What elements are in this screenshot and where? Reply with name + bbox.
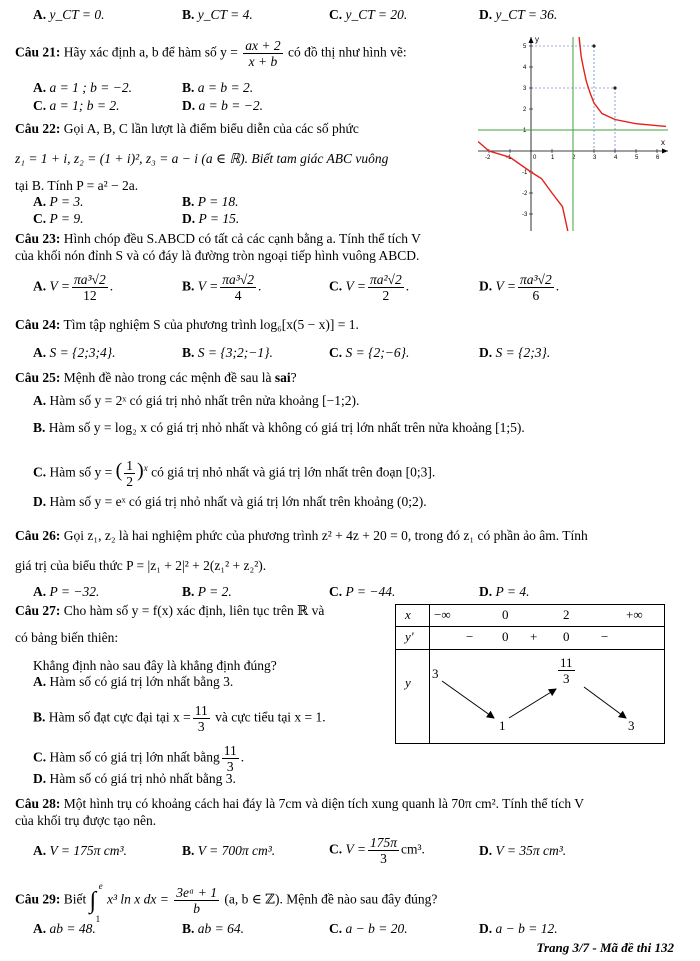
integral-sign: ∫ e 1 xyxy=(89,880,103,924)
y-axis-label: y xyxy=(535,35,539,44)
q24-option-a[interactable]: A. S = {2;3;4}. xyxy=(33,345,116,360)
q24-option-b[interactable]: B. S = {3;2;−1}. xyxy=(182,345,273,360)
vt-x-label: x xyxy=(405,607,411,622)
q23-line1: Câu 23: Hình chóp đều S.ABCD có tất cả các cạnh bằng a. Tính thể tích V xyxy=(15,231,421,246)
y-tick: 3 xyxy=(523,86,527,92)
q27-line2: có bảng biến thiên: xyxy=(15,630,119,645)
q23-line2: của khối nón đỉnh S và có đáy là đường tròn ngoại tiếp hình vuông ABCD. xyxy=(15,248,420,263)
q26-line2: giá trị của biểu thức P = |z₁ + 2|² + 2(z₁² + z₂²). xyxy=(15,558,267,573)
y-tick: -3 xyxy=(522,212,528,218)
q23-option-c[interactable]: C. V = $\frac{\text{πa²√2}}{2}$ . xyxy=(329,272,410,303)
q28-option-a[interactable]: A. V = 175π cm³. xyxy=(33,843,127,858)
q22-option-b[interactable]: B. P = 18. xyxy=(182,194,239,209)
arrow-up-icon xyxy=(509,689,556,718)
q27-option-c[interactable]: C. Hàm số có giá trị lớn nhất bằng $\frac{11}{3}$ . xyxy=(33,743,245,774)
q20-option-d[interactable]: D. y_CT = 36. xyxy=(479,7,558,22)
vt-y-end: 3 xyxy=(628,718,635,733)
q22-line2: z₁ = 1 + i, z₂ = (1 + i)², z₃ = a − i (a ∈ ℝ). Biết tam giác ABC vuông xyxy=(15,151,389,166)
q22-option-d[interactable]: D. P = 15. xyxy=(182,211,240,226)
point-3-5 xyxy=(592,44,595,47)
q20-option-a[interactable]: A. y_CT = 0. xyxy=(33,7,105,22)
q24-stem: Câu 24: Tìm tập nghiệm S của phương trình log₆[x(5 − x)] = 1. xyxy=(15,317,359,332)
q25-option-d[interactable]: D. Hàm số y = eˣ có giá trị nhỏ nhất và giá trị lớn nhất trên khoảng (0;2). xyxy=(33,494,427,509)
vt-x-value: 2 xyxy=(563,607,570,622)
q26-option-b[interactable]: B. P = 2. xyxy=(182,584,232,599)
vt-y-max: $\frac{11}{3}$ xyxy=(560,655,573,686)
vt-y-start: 3 xyxy=(432,666,439,681)
x-axis-label: x xyxy=(661,138,665,147)
vt-x-value: +∞ xyxy=(626,607,643,622)
q21-option-c[interactable]: C. a = 1; b = 2. xyxy=(33,98,120,113)
q21-option-a[interactable]: A. a = 1 ; b = −2. xyxy=(33,80,132,95)
q25-option-c[interactable]: C. Hàm số y = ( $\frac{1}{2}$ )$^x$ có giá trị nhỏ nhất và giá trị lớn nhất trên đoạn [0;3]. xyxy=(33,458,436,489)
q26-option-c[interactable]: C. P = −44. xyxy=(329,584,396,599)
q27-option-b[interactable]: B. Hàm số đạt cực đại tại x = $\frac{11}{3}$ và cực tiểu tại x = 1. xyxy=(33,703,326,734)
q26-option-a[interactable]: A. P = −32. xyxy=(33,584,100,599)
q25-option-a[interactable]: A. Hàm số y = 2ˣ có giá trị nhỏ nhất trên nửa khoảng [−1;2). xyxy=(33,393,360,408)
arrow-down-icon xyxy=(442,681,494,718)
q29-stem: Câu 29: Biết ∫ e 1 x³ ln x dx = $\frac{\text{3eᵃ + 1}}{b}$ (a, b ∈ ℤ). Mệnh đề nào sau đây đúng? xyxy=(15,880,438,924)
q23-option-b[interactable]: B. V = $\frac{\text{πa³√2}}{4}$ . xyxy=(182,272,262,303)
q27-line3: Khẳng định nào sau đây là khẳng định đúng? xyxy=(33,658,277,673)
q21-option-d[interactable]: D. a = b = −2. xyxy=(182,98,263,113)
q27-line1: Câu 27: Cho hàm số y = f(x) xác định, liên tục trên ℝ và xyxy=(15,603,325,618)
q25-stem: Câu 25: Mệnh đề nào trong các mệnh đề sau là sai? xyxy=(15,370,297,385)
q28-option-b[interactable]: B. V = 700π cm³. xyxy=(182,843,276,858)
y-tick: 1 xyxy=(523,128,527,134)
vt-sign: − xyxy=(466,629,474,644)
x-tick: 1 xyxy=(551,155,555,161)
q27-option-a[interactable]: A. Hàm số có giá trị lớn nhất bằng 3. xyxy=(33,674,234,689)
q24-option-c[interactable]: C. S = {2;−6}. xyxy=(329,345,410,360)
function-graph xyxy=(478,33,670,233)
x-tick: 4 xyxy=(614,155,618,161)
x-tick: -2 xyxy=(485,155,491,161)
y-tick: 4 xyxy=(523,65,527,71)
variation-table xyxy=(395,604,665,744)
arrow-down-icon xyxy=(584,687,626,718)
point-4-3 xyxy=(613,86,616,89)
x-tick: -1 xyxy=(506,155,512,161)
vt-y-label: y xyxy=(405,675,411,690)
x-tick: 5 xyxy=(635,155,639,161)
q22-line3: tại B. Tính P = a² − 2a. xyxy=(15,178,139,193)
vt-sign: 0 xyxy=(502,629,509,644)
curve-right-branch xyxy=(579,37,666,126)
x-tick: 0 xyxy=(533,155,537,161)
q22-line1: Câu 22: Gọi A, B, C lần lượt là điểm biểu diễn của các số phức xyxy=(15,121,359,136)
q26-option-d[interactable]: D. P = 4. xyxy=(479,584,530,599)
y-tick-labels xyxy=(522,44,528,218)
x-axis-arrow-icon xyxy=(662,149,668,154)
vt-sign: + xyxy=(530,629,538,644)
vt-y-min: 1 xyxy=(499,718,506,733)
x-tick: 3 xyxy=(593,155,597,161)
q29-option-d[interactable]: D. a − b = 12. xyxy=(479,921,558,936)
q28-line2: của khối trụ được tạo nên. xyxy=(15,813,157,828)
vt-sign: − xyxy=(601,629,609,644)
q21-fraction: $\frac{ax + 2}{x + b}$ xyxy=(245,38,281,69)
q28-line1: Câu 28: Một hình trụ có khoảng cách hai đáy là 7cm và diện tích xung quanh là 70π cm². Tính thể tích V xyxy=(15,796,585,811)
q21-stem: Câu 21: Hãy xác định a, b để hàm số y = $\frac{ax + 2}{x + b}$ có đồ thị như hình vẽ: xyxy=(15,38,407,69)
y-tick: 2 xyxy=(523,107,527,113)
q20-option-c[interactable]: C. y_CT = 20. xyxy=(329,7,408,22)
page-footer: Trang 3/7 - Mã đề thi 132 xyxy=(536,940,674,955)
q25-option-b[interactable]: B. Hàm số y = log₂ x có giá trị nhỏ nhất và không có giá trị lớn nhất trên nửa khoảng [1;5). xyxy=(33,420,525,435)
q29-option-a[interactable]: A. ab = 48. xyxy=(33,921,96,936)
q29-option-c[interactable]: C. a − b = 20. xyxy=(329,921,408,936)
vt-sign: 0 xyxy=(563,629,570,644)
q26-line1: Câu 26: Gọi z₁, z₂ là hai nghiệm phức của phương trình z² + 4z + 20 = 0, trong đó z₁ có phần ảo âm. Tính xyxy=(15,528,588,543)
q21-option-b[interactable]: B. a = b = 2. xyxy=(182,80,254,95)
q24-option-d[interactable]: D. S = {2;3}. xyxy=(479,345,551,360)
q23-option-a[interactable]: A. V = $\frac{\text{πa³√2}}{12}$ . xyxy=(33,272,114,303)
y-axis-arrow-icon xyxy=(529,37,534,43)
vt-arrows xyxy=(396,605,664,743)
q28-option-c[interactable]: C. V = $\frac{175\pi}{3}$ cm³. xyxy=(329,835,425,866)
q27-option-d[interactable]: D. Hàm số có giá trị nhỏ nhất bằng 3. xyxy=(33,771,236,786)
q23-option-d[interactable]: D. V = $\frac{\text{πa³√2}}{6}$ . xyxy=(479,272,560,303)
y-tick: 5 xyxy=(523,44,527,50)
q22-option-c[interactable]: C. P = 9. xyxy=(33,211,84,226)
x-tick: 6 xyxy=(656,155,660,161)
vt-yprime-label: y' xyxy=(405,629,414,644)
x-tick: 2 xyxy=(572,155,576,161)
vt-x-value: 0 xyxy=(502,607,509,622)
vt-x-value: −∞ xyxy=(434,607,451,622)
q20-option-b[interactable]: B. y_CT = 4. xyxy=(182,7,253,22)
q28-option-d[interactable]: D. V = 35π cm³. xyxy=(479,843,567,858)
y-tick: -2 xyxy=(522,191,528,197)
q22-option-a[interactable]: A. P = 3. xyxy=(33,194,84,209)
y-tick: -1 xyxy=(522,170,528,176)
q29-option-b[interactable]: B. ab = 64. xyxy=(182,921,245,936)
